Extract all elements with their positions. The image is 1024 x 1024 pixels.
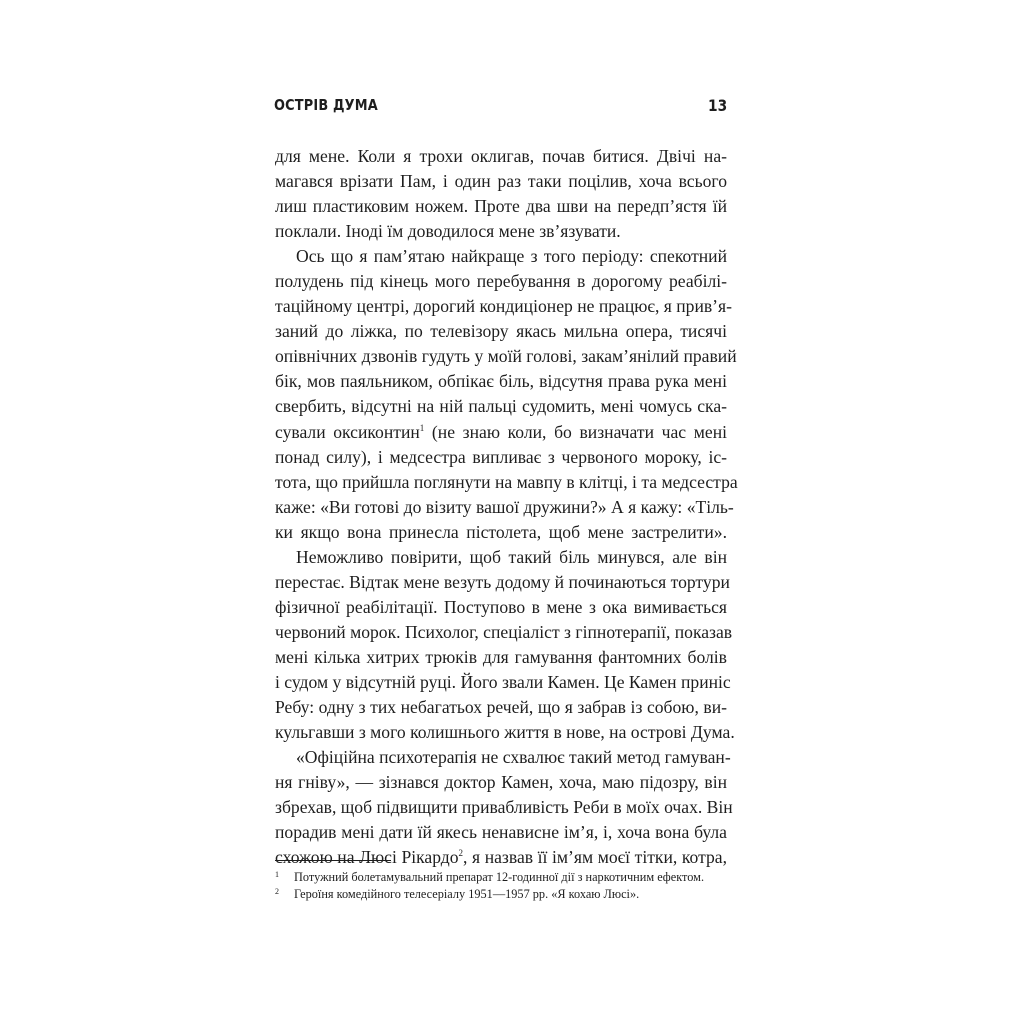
text-segment: , я назвав її ім’ям моєї тітки, котра, [463, 847, 727, 868]
book-title: ОСТРІВ ДУМА [274, 96, 378, 114]
text-line-with-footnote [275, 845, 727, 870]
text-line: таційному центрі, дорогий кондиціонер не працює, я прив’я- [275, 296, 732, 317]
text-line: порадив мені дати їй якесь ненависне ім’я, і, хоча вона була [275, 822, 727, 843]
text-line: збрехав, щоб підвищити привабливість Реби в моїх очах. Він [275, 797, 733, 818]
text-line: опівнічних дзвонів гудуть у моїй голові, закам’янілий правий [275, 346, 737, 367]
footnote-text: Потужний болетамувальний препарат 12-годинної дії з наркотичним ефектом. [294, 870, 705, 884]
text-line: заний до ліжка, по телевізору якась мильна опера, тисячі [275, 321, 727, 342]
text-line: полудень під кінець мого перебування в дорогому реабілі- [275, 271, 727, 292]
text-line: для мене. Коли я трохи оклигав, почав битися. Двічі на- [275, 146, 727, 166]
text-line: бік, мов паяльником, обпікає біль, відсутня права рука мені [275, 371, 727, 392]
footnote-2 [275, 886, 727, 903]
text-line: магався врізати Пам, і один раз таки поцілив, хоча всього [275, 171, 727, 192]
text-line: поклали. Іноді їм доводилося мене зв’язувати. [275, 221, 621, 242]
text-line: ня гніву», — зізнався доктор Камен, хоча, маю підозру, він [275, 772, 727, 793]
footnotes [275, 869, 727, 903]
footnote-ref-2: 2 [458, 848, 464, 859]
text-segment: (не знаю коли, бо визначати час мені [424, 421, 727, 442]
body-text [275, 144, 738, 870]
text-line: Ось що я пам’ятаю найкраще з того періоду: спекотний [296, 246, 727, 267]
text-line: червоний морок. Психолог, спеціаліст з гіпнотерапії, показав [275, 621, 733, 642]
text-line: фізичної реабілітації. Поступово в мене з ока вимивається [275, 596, 727, 617]
footnote-divider [275, 860, 391, 861]
page-number: 13 [708, 96, 728, 115]
running-head [274, 96, 664, 120]
text-line: лиш пластиковим ножем. Проте два шви на передп’ястя їй [275, 196, 727, 217]
text-line: мені кілька хитрих трюків для гамування фантомних болів [275, 646, 727, 667]
text-line: Неможливо повірити, щоб такий біль минувся, але він [296, 546, 727, 567]
text-line: свербить, відсутні на ній пальці судомить, мені чомусь ска- [275, 396, 727, 417]
text-line: тота, що прийшла поглянути на мавпу в клітці, і та медсестра [275, 471, 738, 492]
text-line-with-footnote [275, 420, 727, 445]
text-line: «Офіційна психотерапія не схвалює такий метод гамуван- [296, 747, 731, 768]
text-line: каже: «Ви готові до візиту вашої дружини?» А я кажу: «Тіль- [275, 496, 734, 517]
text-line: кульгавши з мого колишнього життя в нове, на острові Дума. [275, 722, 735, 743]
footnote-1 [275, 869, 727, 886]
text-line: перестає. Відтак мене везуть додому й починаються тортури [275, 571, 730, 592]
text-line: понад силу), і медсестра випливає з червоного мороку, іс- [275, 446, 727, 467]
footnote-number: 2 [275, 887, 279, 896]
footnote-ref-1: 1 [419, 422, 425, 433]
text-line: Ребу: одну з тих небагатьох речей, що я забрав із собою, ви- [275, 697, 727, 718]
text-segment: схожою на Люсі Рікардо [275, 847, 459, 868]
footnote-number: 1 [275, 870, 279, 879]
footnote-text: Героїня комедійного телесеріалу 1951—1957 рр. «Я кохаю Люсі». [294, 887, 640, 901]
text-segment: сували оксиконтин [275, 421, 420, 442]
text-line: ки якщо вона принесла пістолета, щоб мене застрелити». [275, 521, 727, 542]
text-line: і судом у відсутній руці. Його звали Камен. Це Камен приніс [275, 671, 731, 692]
